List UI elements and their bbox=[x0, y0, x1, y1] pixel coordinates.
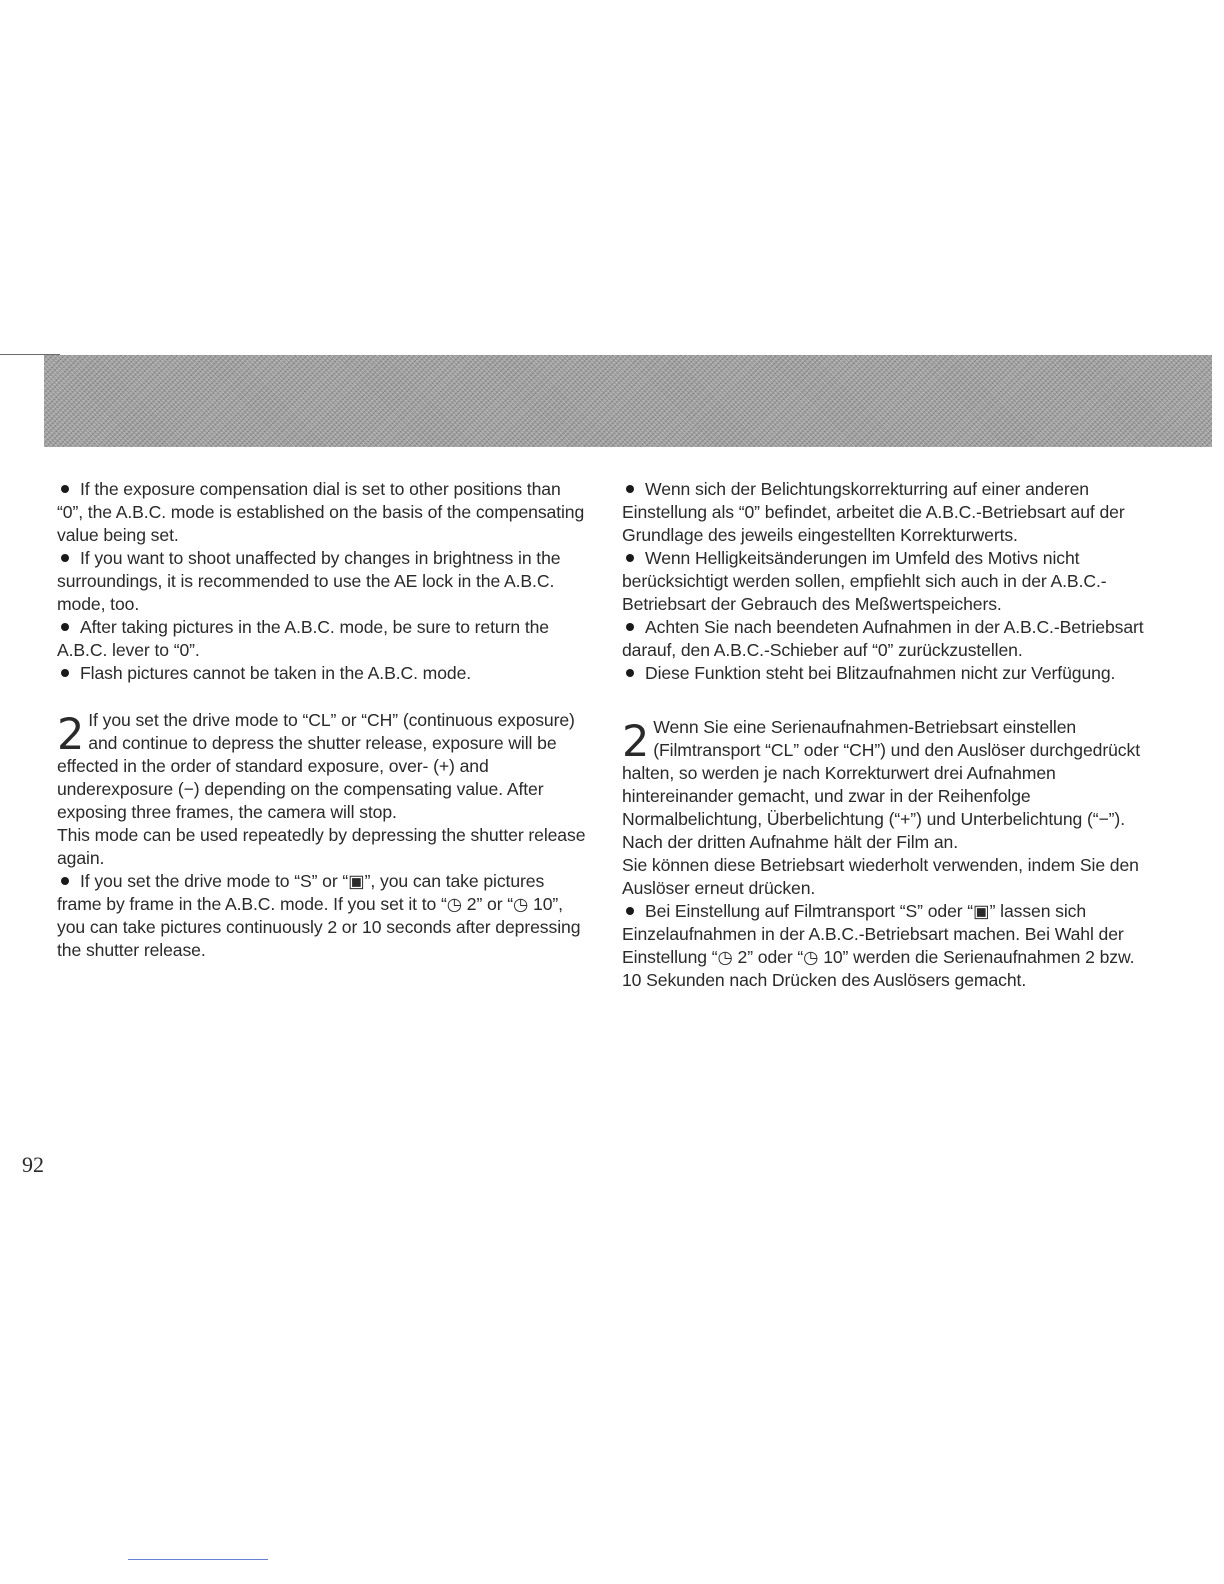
english-bullet-1 bbox=[57, 478, 587, 547]
german-bullet-2 bbox=[622, 547, 1152, 616]
bottom-rule bbox=[128, 1559, 268, 1560]
spacer bbox=[57, 685, 587, 709]
header-band bbox=[44, 355, 1212, 447]
english-bullet-3-text: After taking pictures in the A.B.C. mode, be sure to return the A.B.C. lever to “0”. bbox=[57, 617, 549, 660]
german-step-2-text: Wenn Sie eine Serienaufnahmen-Betriebsart einstellen (Filmtransport “CL” oder “CH”) und den Auslöser durchgedrückt halten, so werden je nach Korrekturwert drei Aufnahmen hintereinander gemacht, und zwar in der Reihenfolge Normalbelichtung, Überbelichtung (“+”) und Unterbelichtung (“−”). Nach der dritten Aufnahme hält der Film an. bbox=[622, 717, 1140, 852]
german-step-2-bullet-text: Bei Einstellung auf Filmtransport “S” oder “▣” lassen sich Einzelaufnahmen in der A.B.C.-Betriebsart machen. Bei Wahl der Einstellung “◷ 2” oder “◷ 10” werden die Serienaufnahmen 2 bzw. 10 Sekunden nach Drücken des Auslösers gemacht. bbox=[622, 901, 1135, 990]
bullet-dot-icon bbox=[61, 669, 69, 677]
german-bullet-3-text: Achten Sie nach beendeten Aufnahmen in der A.B.C.-Betriebsart darauf, den A.B.C.-Schieber auf “0” zurückzustellen. bbox=[622, 617, 1144, 660]
english-bullet-1-text: If the exposure compensation dial is set to other positions than “0”, the A.B.C. mode is established on the basis of the compensating value being set. bbox=[57, 479, 585, 545]
english-step-2-text: If you set the drive mode to “CL” or “CH” (continuous exposure) and continue to depress the shutter release, exposure will be effected in the order of standard exposure, over- (+) and underexposure (−) depending on the compensating value. After exposing three frames, the camera will stop. bbox=[57, 710, 575, 822]
bullet-dot-icon bbox=[626, 485, 634, 493]
german-step-2-note: Sie können diese Betriebsart wiederholt verwenden, indem Sie den Auslöser erneut drücken. bbox=[622, 855, 1139, 898]
step-number: 2 bbox=[57, 710, 85, 760]
bullet-dot-icon bbox=[61, 877, 69, 885]
english-step-2-note: This mode can be used repeatedly by depressing the shutter release again. bbox=[57, 825, 586, 868]
english-column bbox=[57, 478, 587, 962]
bullet-dot-icon bbox=[626, 554, 634, 562]
english-bullet-4 bbox=[57, 662, 587, 685]
english-step-2-bullet-text: If you set the drive mode to “S” or “▣”, you can take pictures frame by frame in the A.B.C. mode. If you set it to “◷ 2” or “◷ 10”, you can take pictures continuously 2 or 10 seconds after depressing the shutter release. bbox=[57, 871, 581, 960]
english-bullet-4-text: Flash pictures cannot be taken in the A.B.C. mode. bbox=[80, 663, 472, 683]
german-bullet-2-text: Wenn Helligkeitsänderungen im Umfeld des Motivs nicht berücksichtigt werden sollen, empfiehlt sich auch in der A.B.C.-Betriebsart der Gebrauch des Meßwertspeichers. bbox=[622, 548, 1107, 614]
bullet-dot-icon bbox=[626, 669, 634, 677]
english-step-2 bbox=[57, 709, 587, 824]
step-number: 2 bbox=[622, 717, 650, 767]
english-step-2-bullet bbox=[57, 870, 587, 962]
bullet-dot-icon bbox=[61, 554, 69, 562]
spacer bbox=[622, 685, 1152, 716]
bullet-dot-icon bbox=[61, 623, 69, 631]
german-column bbox=[622, 478, 1152, 992]
english-bullet-3 bbox=[57, 616, 587, 662]
german-bullet-1-text: Wenn sich der Belichtungskorrekturring auf einer anderen Einstellung als “0” befindet, arbeitet die A.B.C.-Betriebsart auf der Grundlage des jeweils eingestellten Korrekturwerts. bbox=[622, 479, 1125, 545]
german-step-2 bbox=[622, 716, 1152, 854]
german-bullet-1 bbox=[622, 478, 1152, 547]
bullet-dot-icon bbox=[626, 907, 634, 915]
bullet-dot-icon bbox=[61, 485, 69, 493]
german-bullet-4-text: Diese Funktion steht bei Blitzaufnahmen nicht zur Verfügung. bbox=[645, 663, 1116, 683]
english-bullet-2-text: If you want to shoot unaffected by changes in brightness in the surroundings, it is recommended to use the AE lock in the A.B.C. mode, too. bbox=[57, 548, 561, 614]
german-bullet-4 bbox=[622, 662, 1152, 685]
english-bullet-2 bbox=[57, 547, 587, 616]
bullet-dot-icon bbox=[626, 623, 634, 631]
page-number: 92 bbox=[22, 1152, 44, 1177]
german-step-2-bullet bbox=[622, 900, 1152, 992]
german-bullet-3 bbox=[622, 616, 1152, 662]
